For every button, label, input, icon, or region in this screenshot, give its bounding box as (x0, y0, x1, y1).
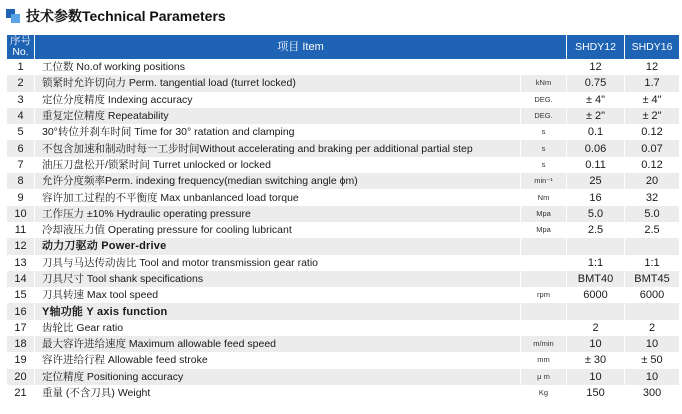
section-row (7, 303, 679, 319)
row-value-shdy12: 25 (567, 173, 625, 189)
row-number: 17 (7, 320, 35, 336)
row-value-shdy16: 0.07 (625, 140, 679, 156)
table-row (7, 206, 679, 222)
row-value-shdy12: ± 30 (567, 352, 625, 368)
row-unit (521, 59, 567, 75)
row-item: 刀具尺寸 Tool shank specifications (35, 271, 521, 287)
header-model-a: SHDY12 (567, 35, 625, 59)
row-unit: min⁻¹ (521, 173, 567, 189)
row-value-shdy16: 32 (645, 191, 659, 204)
row-value-shdy16: 2.5 (644, 224, 660, 237)
row-item: 定位精度 Positioning accuracy (35, 369, 521, 385)
row-item: 30°转位并刹车时间 Time for 30° ratation and clamping (35, 124, 521, 140)
table-row (7, 287, 679, 303)
row-number: 3 (7, 92, 35, 108)
row-number: 16 (7, 303, 35, 319)
row-number: 18 (7, 336, 35, 352)
row-number: 8 (7, 173, 35, 189)
row-number: 20 (7, 369, 35, 385)
section-title-bar (6, 6, 226, 26)
row-unit: Kg (521, 385, 567, 401)
row-value-shdy16: 20 (625, 173, 679, 189)
row-value-shdy12: 16 (567, 189, 625, 205)
row-value-shdy12 (567, 238, 625, 254)
row-value-shdy16: 2 (648, 321, 656, 334)
row-number: 6 (7, 140, 35, 156)
row-item: 重量 (不含刀具) Weight (35, 385, 521, 401)
row-value-shdy16: 10 (625, 336, 679, 352)
table-row (7, 75, 679, 91)
row-value-shdy16: 6000 (639, 289, 665, 302)
row-unit: DEG. (521, 108, 567, 124)
table-row (7, 124, 679, 140)
row-value-shdy16 (625, 238, 679, 254)
row-unit: mm (521, 352, 567, 368)
table-row (7, 140, 679, 156)
row-number: 21 (7, 385, 35, 401)
row-item: 油压刀盘松开/锁紧时间 Turret unlocked or locked (35, 157, 521, 173)
row-number: 9 (7, 189, 35, 205)
row-number: 11 (7, 222, 35, 238)
row-value-shdy12: BMT40 (567, 271, 625, 287)
row-unit: μ m (521, 369, 567, 385)
row-item: 工作压力 ±10% Hydraulic operating pressure (35, 206, 521, 222)
row-item: 刀具转速 Max tool speed (35, 287, 521, 303)
row-value-shdy12: 0.11 (567, 157, 625, 173)
row-value-shdy12: 6000 (567, 287, 625, 303)
row-item: 定位分度精度 Indexing accuracy (35, 92, 521, 108)
row-number: 19 (7, 352, 35, 368)
row-item: 不包含加速和制动时每一工步时间Without accelerating and braking per additional partial step (35, 140, 521, 156)
row-item: 冷却液压力值 Operating pressure for cooling lubricant (35, 222, 521, 238)
row-value-shdy12: 1:1 (567, 255, 625, 271)
row-value-shdy16: 0.12 (641, 158, 663, 171)
table-row (7, 385, 679, 401)
row-value-shdy16: ± 50 (641, 354, 663, 367)
table-row (7, 189, 679, 205)
row-number: 14 (7, 271, 35, 287)
row-unit (521, 320, 567, 336)
row-item: 最大容许进给速度 Maximum allowable feed speed (35, 336, 521, 352)
row-value-shdy16: 12 (645, 61, 659, 74)
table-row (7, 222, 679, 238)
header-no (7, 35, 35, 59)
row-number: 7 (7, 157, 35, 173)
parameters-table (7, 35, 679, 401)
row-number: 1 (7, 59, 35, 75)
row-unit: s (521, 124, 567, 140)
row-item: 刀具与马达传动齿比 Tool and motor transmission gear ratio (35, 255, 521, 271)
table-row (7, 255, 679, 271)
table-row (7, 320, 679, 336)
row-item: 工位数 No.of working positions (35, 59, 521, 75)
table-row (7, 271, 679, 287)
row-value-shdy16: 10 (625, 369, 679, 385)
row-value-shdy12: 0.1 (567, 124, 625, 140)
row-unit: m/min (521, 336, 567, 352)
row-value-shdy12: 10 (567, 336, 625, 352)
header-no-line1: 序号 (10, 35, 31, 47)
row-item: 容许进给行程 Allowable feed stroke (35, 352, 521, 368)
row-value-shdy12: 150 (567, 385, 625, 401)
row-value-shdy12: 5.0 (567, 206, 625, 222)
row-item: 锁紧时允许切向力 Perm. tangential load (turret locked) (35, 75, 521, 91)
row-value-shdy16: ± 4" (642, 93, 662, 106)
row-unit: s (521, 157, 567, 173)
table-row (7, 352, 679, 368)
row-value-shdy16 (625, 303, 679, 319)
table-row (7, 108, 679, 124)
row-number: 2 (7, 75, 35, 91)
row-value-shdy16: BMT45 (625, 271, 679, 287)
row-item: 容许加工过程的不平衡度 Max unbanlanced load torque (35, 189, 521, 205)
table-row (7, 92, 679, 108)
row-unit: Mpa (521, 222, 567, 238)
row-value-shdy16: 1:1 (644, 256, 660, 269)
row-number: 13 (7, 255, 35, 271)
row-unit: kNm (521, 75, 567, 91)
row-value-shdy16: 1.7 (625, 75, 679, 91)
row-value-shdy12: 0.75 (567, 75, 625, 91)
row-number: 10 (7, 206, 35, 222)
blue-squares-icon (6, 9, 20, 23)
row-number: 15 (7, 287, 35, 303)
row-unit: rpm (521, 287, 567, 303)
page-title: 技术参数Technical Parameters (26, 8, 226, 24)
row-value-shdy16: ± 2" (625, 108, 679, 124)
row-unit: DEG. (521, 92, 567, 108)
section-row (7, 238, 679, 254)
row-value-shdy12: ± 2" (567, 108, 625, 124)
row-value-shdy12: 2.5 (567, 222, 625, 238)
row-number: 12 (7, 238, 35, 254)
table-row (7, 369, 679, 385)
row-value-shdy12: 10 (567, 369, 625, 385)
row-unit: Mpa (521, 206, 567, 222)
table-row (7, 173, 679, 189)
row-value-shdy12: 0.06 (567, 140, 625, 156)
row-unit: Nm (521, 189, 567, 205)
header-model-b: SHDY16 (625, 35, 679, 59)
table-header-row (7, 35, 679, 59)
header-item: 项目 Item (35, 35, 567, 59)
row-item: 齿轮比 Gear ratio (35, 320, 521, 336)
row-unit (521, 255, 567, 271)
row-value-shdy12: 2 (567, 320, 625, 336)
row-value-shdy16: 300 (642, 387, 662, 400)
header-no-line2: No. (12, 46, 29, 58)
row-unit (521, 271, 567, 287)
row-unit (521, 238, 567, 254)
row-value-shdy12 (567, 303, 625, 319)
row-value-shdy16: 5.0 (625, 206, 679, 222)
table-row (7, 336, 679, 352)
row-number: 5 (7, 124, 35, 140)
row-unit: s (521, 140, 567, 156)
row-value-shdy12: 12 (567, 59, 625, 75)
row-value-shdy16: 0.12 (641, 126, 663, 139)
row-unit (521, 303, 567, 319)
table-row (7, 59, 679, 75)
table-row (7, 157, 679, 173)
row-item: 动力刀驱动 Power-drive (35, 238, 521, 254)
row-item: 允许分度频率Perm. indexing frequency(median switching angle ϕm) (35, 173, 521, 189)
row-item: Y轴功能 Y axis function (35, 303, 521, 319)
row-item: 重复定位精度 Repeatability (35, 108, 521, 124)
row-number: 4 (7, 108, 35, 124)
row-value-shdy12: ± 4" (567, 92, 625, 108)
